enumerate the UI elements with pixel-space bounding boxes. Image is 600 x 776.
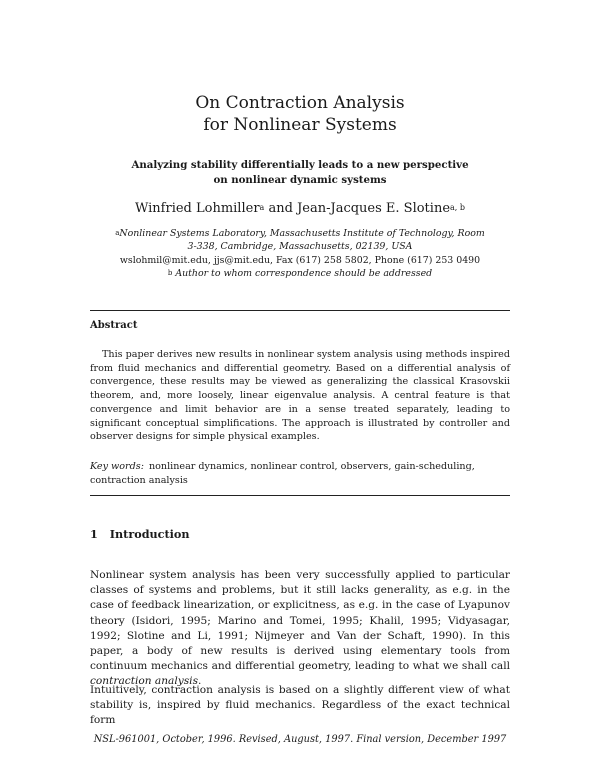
author-list — [0, 200, 600, 218]
author-1-affil-marker: a — [259, 203, 265, 212]
keywords-text: nonlinear dynamics, nonlinear control, observers, gain-scheduling, contraction analysis — [90, 461, 475, 486]
section-heading-introduction — [90, 527, 189, 541]
abstract-top-rule — [90, 310, 510, 311]
affiliations — [60, 227, 540, 280]
affiliation-b-marker: b — [167, 268, 173, 277]
author-conjunction: and — [268, 201, 293, 216]
introduction-paragraph-2: Intuitively, contraction analysis is based on a slightly different view of what stability is, inspired by fluid mechanics. Regardless of the exact technical form — [90, 684, 510, 727]
abstract-heading: Abstract — [90, 320, 138, 331]
keywords-label: Key words: — [90, 461, 144, 472]
subtitle-line-1: Analyzing stability differentially leads to a new perspective — [131, 159, 469, 171]
affiliation-a-marker: a — [115, 229, 120, 237]
paper-subtitle — [0, 158, 600, 188]
title-line-2: for Nonlinear Systems — [203, 115, 397, 135]
introduction-paragraph-1: Nonlinear system analysis has been very successfully applied to particular classes of systems and problems, but it still lacks generality, as e.g. in the case of feedback linearization, or explicitness, as e.g. in the case of Lyapunov theory (Isidori, 1995; Marino and Tomei, 1995; Khalil, 1995; Vidyasagar, 1992; Slotine and Li, 1991; Nijmeyer and Van der Schaft, 1990). In this paper, a body of new results is derived using elementary tools from continuum mechanics and differential geometry, leading to what we shall call contraction analysis. — [90, 569, 510, 688]
section-title: Introduction — [109, 527, 190, 541]
abstract-text: This paper derives new results in nonlinear system analysis using methods inspired from fluid mechanics and differential geometry. Based on a differential analysis of convergence, these results may be viewed as generalizing the classical Krasovskii theorem, and, more loosely, linear eigenvalue analysis. A central feature is that convergence and limit behavior are in a sense treated separately, leading to significant conceptual simplifications. The approach is illustrated by controller and observer designs for simple physical examples. — [90, 349, 510, 443]
affiliation-a-line-2: 3-338, Cambridge, Massachusetts, 02139, USA — [187, 241, 413, 253]
page-footer: NSL-961001, October, 1996. Revised, August, 1997. Final version, December 1997 — [93, 734, 507, 745]
author-2-affil-marker: a, b — [450, 203, 465, 212]
affiliation-b: $^b$ Author to whom correspondence should be addressed — [167, 267, 433, 279]
subtitle-line-2: on nonlinear dynamic systems — [213, 174, 387, 186]
contact-info: wslohmil@mit.edu, jjs@mit.edu, Fax (617) 258 5802, Phone (617) 253 0490 — [119, 254, 481, 266]
emphasized-term: contraction analysis — [90, 675, 199, 688]
keywords — [90, 460, 510, 487]
section-number: 1 — [90, 527, 98, 541]
abstract-bottom-rule — [90, 495, 510, 496]
author-2: Jean-Jacques E. Slotine — [297, 201, 451, 216]
title-line-1: On Contraction Analysis — [195, 93, 405, 113]
author-1: Winfried Lohmiller — [135, 201, 260, 216]
affiliation-a-line-1: $^a$Nonlinear Systems Laboratory, Massachusetts Institute of Technology, Room — [115, 228, 485, 239]
paper-title — [0, 92, 600, 136]
